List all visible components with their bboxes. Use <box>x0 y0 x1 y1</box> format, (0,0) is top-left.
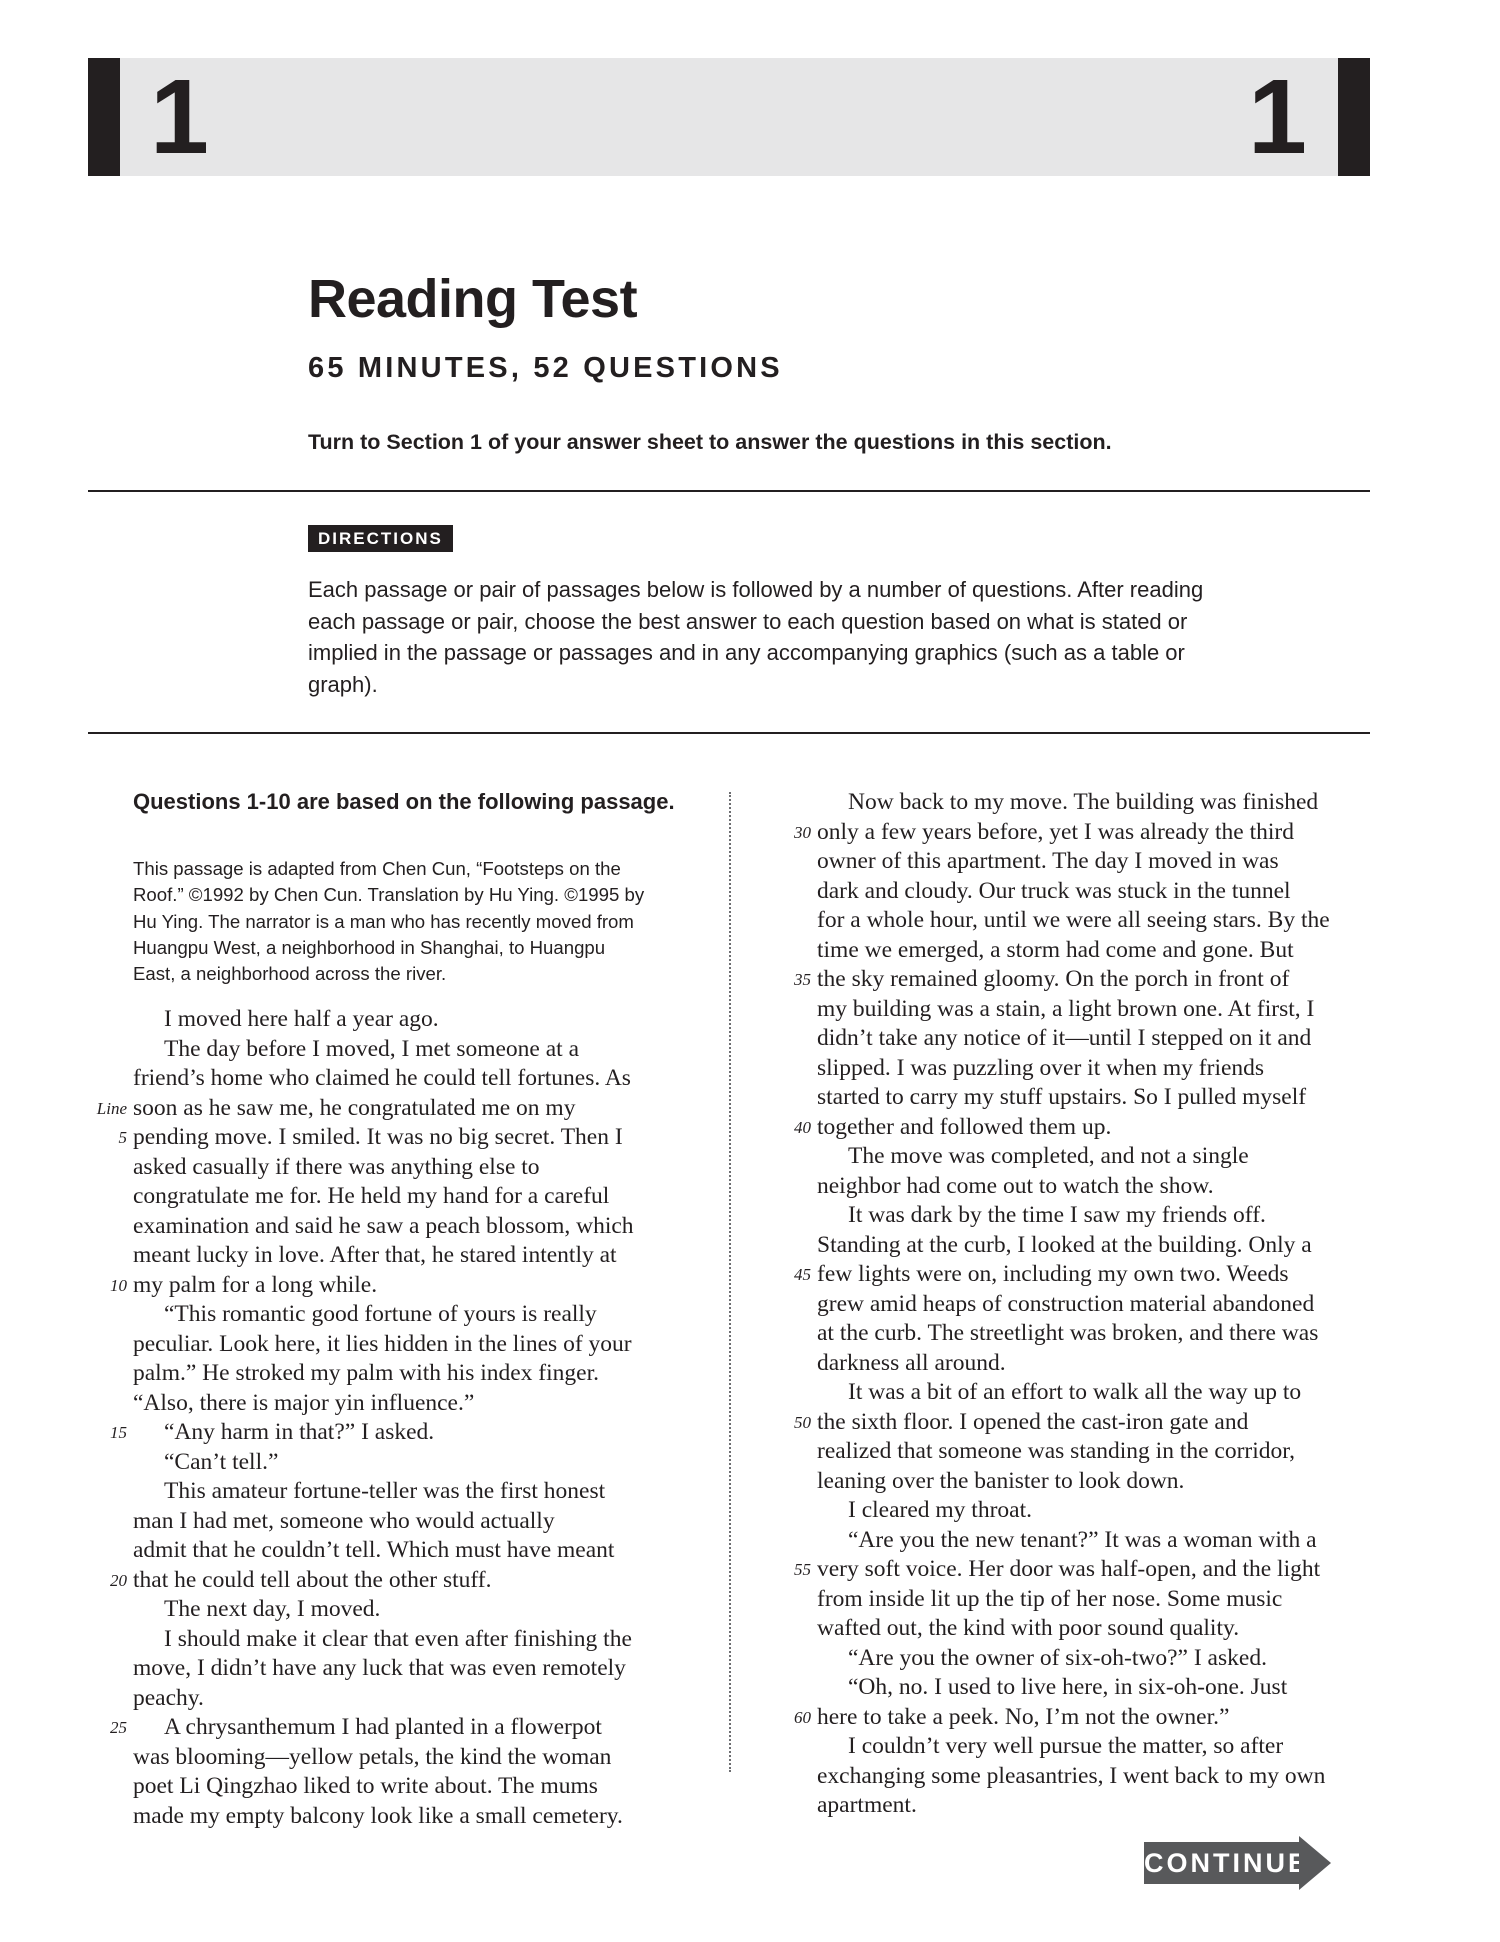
passage-line-text: “Also, there is major yin influence.” <box>133 1389 475 1416</box>
passage-line <box>817 1378 1387 1408</box>
intro-line: Huangpu West, a neighborhood in Shanghai, to Huangpu <box>133 936 606 958</box>
line-number: 10 <box>110 1275 127 1295</box>
passage-line-text: meant lucky in love. After that, he stared intently at <box>133 1242 617 1268</box>
passage-line-text: “Are you the new tenant?” It was a woman with a <box>848 1526 1317 1553</box>
divider-top <box>88 490 1370 492</box>
passage-line <box>133 1802 693 1832</box>
passage-line-text: my building was a stain, a light brown one. At first, I <box>817 995 1315 1022</box>
passage-line <box>110 1713 693 1743</box>
passage-intro <box>133 856 703 987</box>
passage-line <box>133 1359 693 1389</box>
answer-sheet-instruction: Turn to Section 1 of your answer sheet to answer the questions in this section. <box>308 430 1112 454</box>
passage-line <box>110 1418 693 1448</box>
passage-line-text: “Any harm in that?” I asked. <box>164 1419 435 1445</box>
passage-line <box>817 1732 1387 1762</box>
line-number: 35 <box>794 970 811 989</box>
passage-line <box>133 1507 693 1537</box>
passage-line <box>133 1654 693 1684</box>
passage-line-text: peachy. <box>133 1684 204 1711</box>
passage-line-text: the sixth floor. I opened the cast-iron gate and <box>817 1408 1249 1435</box>
directions-badge: DIRECTIONS <box>308 525 453 552</box>
passage-line-text: friend’s home who claimed he could tell fortunes. As <box>133 1065 631 1091</box>
passage-line <box>817 1024 1387 1054</box>
passage-line <box>133 1300 693 1330</box>
passage-line <box>817 1791 1387 1821</box>
passage-line-text: made my empty balcony look like a small cemetery. <box>133 1802 623 1829</box>
passage-line-text: The move was completed, and not a single <box>848 1143 1249 1169</box>
passage-line <box>817 1526 1387 1556</box>
passage-line <box>133 1005 693 1035</box>
passage-line-text: I cleared my throat. <box>848 1497 1032 1523</box>
passage-line <box>794 1703 1387 1733</box>
intro-line: Roof.” ©1992 by Chen Cun. Translation by Hu Ying. ©1995 by <box>133 884 645 906</box>
passage-line-text: darkness all around. <box>817 1349 1006 1376</box>
passage-line <box>817 788 1387 818</box>
passage-line-text: admit that he couldn’t tell. Which must have meant <box>133 1537 615 1563</box>
passage-line-text: palm.” He stroked my palm with his index finger. <box>133 1360 599 1386</box>
line-number: Line <box>96 1098 127 1118</box>
page-title: Reading Test <box>308 269 638 329</box>
line-number: 55 <box>794 1560 811 1579</box>
passage-line <box>794 818 1387 848</box>
passage-line-text: realized that someone was standing in the corridor, <box>817 1438 1296 1464</box>
continue-button[interactable]: CONTINUE <box>1144 1842 1299 1884</box>
passage-line-text: A chrysanthemum I had planted in a flowerpot <box>164 1714 602 1740</box>
passage-line <box>133 1212 693 1242</box>
directions-line: each passage or pair, choose the best answer to each question based on what is stated or <box>308 608 1188 634</box>
passage-line <box>817 936 1387 966</box>
line-number: 25 <box>110 1718 127 1737</box>
passage-line-text: It was a bit of an effort to walk all the way up to <box>848 1379 1302 1405</box>
passage-line-text: This amateur fortune-teller was the first honest <box>164 1478 606 1504</box>
passage-line-text: “Oh, no. I used to live here, in six-oh-one. Just <box>848 1674 1288 1700</box>
intro-line: This passage is adapted from Chen Cun, “Footsteps on the <box>133 858 621 879</box>
directions-line: implied in the passage or passages and in any accompanying graphics (such as a table or <box>308 640 1185 665</box>
passage-line <box>794 1555 1387 1585</box>
passage-line <box>817 1467 1387 1497</box>
line-number: 50 <box>794 1412 811 1432</box>
section-header-bar-right <box>1338 58 1370 176</box>
passage-line <box>118 1123 693 1153</box>
passage-line-text: from inside lit up the tip of her nose. Some music <box>817 1585 1283 1612</box>
passage-line <box>133 1625 693 1655</box>
passage-line-text: I moved here half a year ago. <box>164 1006 439 1032</box>
passage-line-text: asked casually if there was anything else to <box>133 1153 540 1180</box>
passage-line <box>817 1142 1387 1172</box>
line-number: 45 <box>794 1265 811 1284</box>
passage-line <box>96 1094 693 1124</box>
intro-line: East, a neighborhood across the river. <box>133 963 447 985</box>
passage-line <box>133 1477 693 1507</box>
passage-line-text: here to take a peek. No, I’m not the owner.” <box>817 1703 1230 1730</box>
passage-line <box>817 1585 1387 1615</box>
passage-line-text: wafted out, the kind with poor sound quality. <box>817 1615 1240 1641</box>
passage-line <box>110 1566 693 1596</box>
line-number: 20 <box>110 1570 127 1590</box>
passage-line-text: dark and cloudy. Our truck was stuck in the tunnel <box>817 877 1291 904</box>
passage-line <box>817 1762 1387 1792</box>
passage-line <box>817 1644 1387 1674</box>
line-number: 30 <box>794 822 811 842</box>
passage-line <box>133 1182 693 1212</box>
passage-line-text: examination and said he saw a peach blossom, which <box>133 1212 634 1239</box>
passage-line <box>817 1319 1387 1349</box>
passage-line <box>817 1614 1387 1644</box>
passage-line <box>817 906 1387 936</box>
passage-line-text: at the curb. The streetlight was broken, and there was <box>817 1320 1319 1346</box>
passage-line <box>817 847 1387 877</box>
passage-line <box>817 1054 1387 1084</box>
passage-line <box>817 1349 1387 1379</box>
passage-line <box>133 1330 693 1360</box>
passage-line <box>133 1448 693 1478</box>
passage-column-right <box>794 788 1387 1821</box>
passage-line-text: man I had met, someone who would actually <box>133 1507 555 1534</box>
passage-line <box>133 1241 693 1271</box>
passage-line <box>133 1064 693 1094</box>
passage-line <box>133 1389 693 1419</box>
passage-heading: Questions 1-10 are based on the following passage. <box>133 789 675 814</box>
passage-line-text: leaning over the banister to look down. <box>817 1467 1185 1494</box>
line-number: 60 <box>794 1707 811 1727</box>
passage-line <box>794 965 1387 995</box>
passage-line-text: together and followed them up. <box>817 1113 1112 1140</box>
passage-line-text: didn’t take any notice of it—until I stepped on it and <box>817 1025 1312 1051</box>
passage-line <box>817 1673 1387 1703</box>
passage-line-text: very soft voice. Her door was half-open, and the light <box>817 1556 1321 1582</box>
passage-line-text: pending move. I smiled. It was no big secret. Then I <box>133 1124 623 1150</box>
passage-line <box>794 1113 1387 1143</box>
passage-line-text: move, I didn’t have any luck that was even remotely <box>133 1655 626 1681</box>
passage-line-text: The next day, I moved. <box>164 1596 381 1622</box>
passage-line-text: my palm for a long while. <box>133 1271 378 1298</box>
passage-line <box>817 1201 1387 1231</box>
line-number: 5 <box>118 1128 127 1147</box>
passage-line <box>817 995 1387 1025</box>
passage-column-left <box>96 1005 693 1831</box>
line-number: 40 <box>794 1117 811 1137</box>
directions-line: graph). <box>308 671 378 697</box>
section-number-right: 1 <box>1248 58 1307 176</box>
divider-bottom <box>88 732 1370 734</box>
passage-line <box>817 1172 1387 1202</box>
section-number-left: 1 <box>150 58 209 176</box>
passage-line-text: neighbor had come out to watch the show. <box>817 1172 1214 1199</box>
passage-line <box>133 1772 693 1802</box>
passage-line-text: started to carry my stuff upstairs. So I pulled myself <box>817 1084 1307 1110</box>
passage-line-text: The day before I moved, I met someone at a <box>164 1035 580 1062</box>
passage-line <box>794 1408 1387 1438</box>
page-subtitle: 65 MINUTES, 52 QUESTIONS <box>308 352 783 384</box>
passage-line <box>133 1035 693 1065</box>
passage-line-text: slipped. I was puzzling over it when my friends <box>817 1054 1265 1081</box>
passage-line-text: “Can’t tell.” <box>164 1448 279 1475</box>
passage-line-text: apartment. <box>817 1792 917 1818</box>
passage-line-text: Standing at the curb, I looked at the building. Only a <box>817 1231 1312 1258</box>
passage-line <box>133 1153 693 1183</box>
passage-line-text: Now back to my move. The building was finished <box>848 789 1319 815</box>
passage-line-text: It was dark by the time I saw my friends off. <box>848 1202 1266 1228</box>
passage-line-text: that he could tell about the other stuff. <box>133 1566 492 1593</box>
passage-line <box>817 877 1387 907</box>
section-header-bar-left <box>88 58 120 176</box>
passage-line-text: “Are you the owner of six-oh-two?” I asked. <box>848 1644 1267 1671</box>
passage-line <box>817 1437 1387 1467</box>
passage-line-text: peculiar. Look here, it lies hidden in the lines of your <box>133 1330 632 1357</box>
passage-line-text: “This romantic good fortune of yours is really <box>164 1301 597 1327</box>
passage-line-text: grew amid heaps of construction material abandoned <box>817 1290 1315 1317</box>
passage-line <box>794 1260 1387 1290</box>
passage-line-text: was blooming—yellow petals, the kind the woman <box>133 1743 612 1770</box>
passage-line-text: soon as he saw me, he congratulated me on my <box>133 1094 576 1121</box>
passage-line-text: I should make it clear that even after finishing the <box>164 1625 632 1652</box>
passage-line-text: for a whole hour, until we were all seeing stars. By the <box>817 907 1330 933</box>
passage-line-text: few lights were on, including my own two. Weeds <box>817 1261 1289 1287</box>
passage-line-text: the sky remained gloomy. On the porch in front of <box>817 966 1290 992</box>
passage-line <box>133 1595 693 1625</box>
passage-line-text: I couldn’t very well pursue the matter, so after <box>848 1733 1284 1759</box>
passage-line <box>133 1684 693 1714</box>
passage-line <box>133 1536 693 1566</box>
line-number: 15 <box>110 1423 127 1442</box>
passage-line <box>133 1743 693 1773</box>
continue-arrow-icon <box>1299 1836 1331 1890</box>
section-header-band <box>88 58 1370 176</box>
directions-text <box>308 574 1308 700</box>
passage-line-text: time we emerged, a storm had come and gone. But <box>817 936 1294 963</box>
passage-line <box>817 1083 1387 1113</box>
passage-line <box>110 1271 693 1301</box>
passage-line-text: poet Li Qingzhao liked to write about. The mums <box>133 1773 598 1799</box>
passage-line <box>817 1231 1387 1261</box>
column-divider <box>729 792 731 1772</box>
passage-line-text: only a few years before, yet I was already the third <box>817 818 1294 845</box>
passage-line <box>817 1496 1387 1526</box>
passage-line-text: congratulate me for. He held my hand for a careful <box>133 1183 610 1209</box>
passage-line <box>817 1290 1387 1320</box>
passage-line-text: owner of this apartment. The day I moved in was <box>817 848 1279 874</box>
directions-line: Each passage or pair of passages below is followed by a number of questions. After reading <box>308 577 1204 602</box>
passage-line-text: exchanging some pleasantries, I went back to my own <box>817 1762 1326 1789</box>
intro-line: Hu Ying. The narrator is a man who has recently moved from <box>133 910 634 932</box>
